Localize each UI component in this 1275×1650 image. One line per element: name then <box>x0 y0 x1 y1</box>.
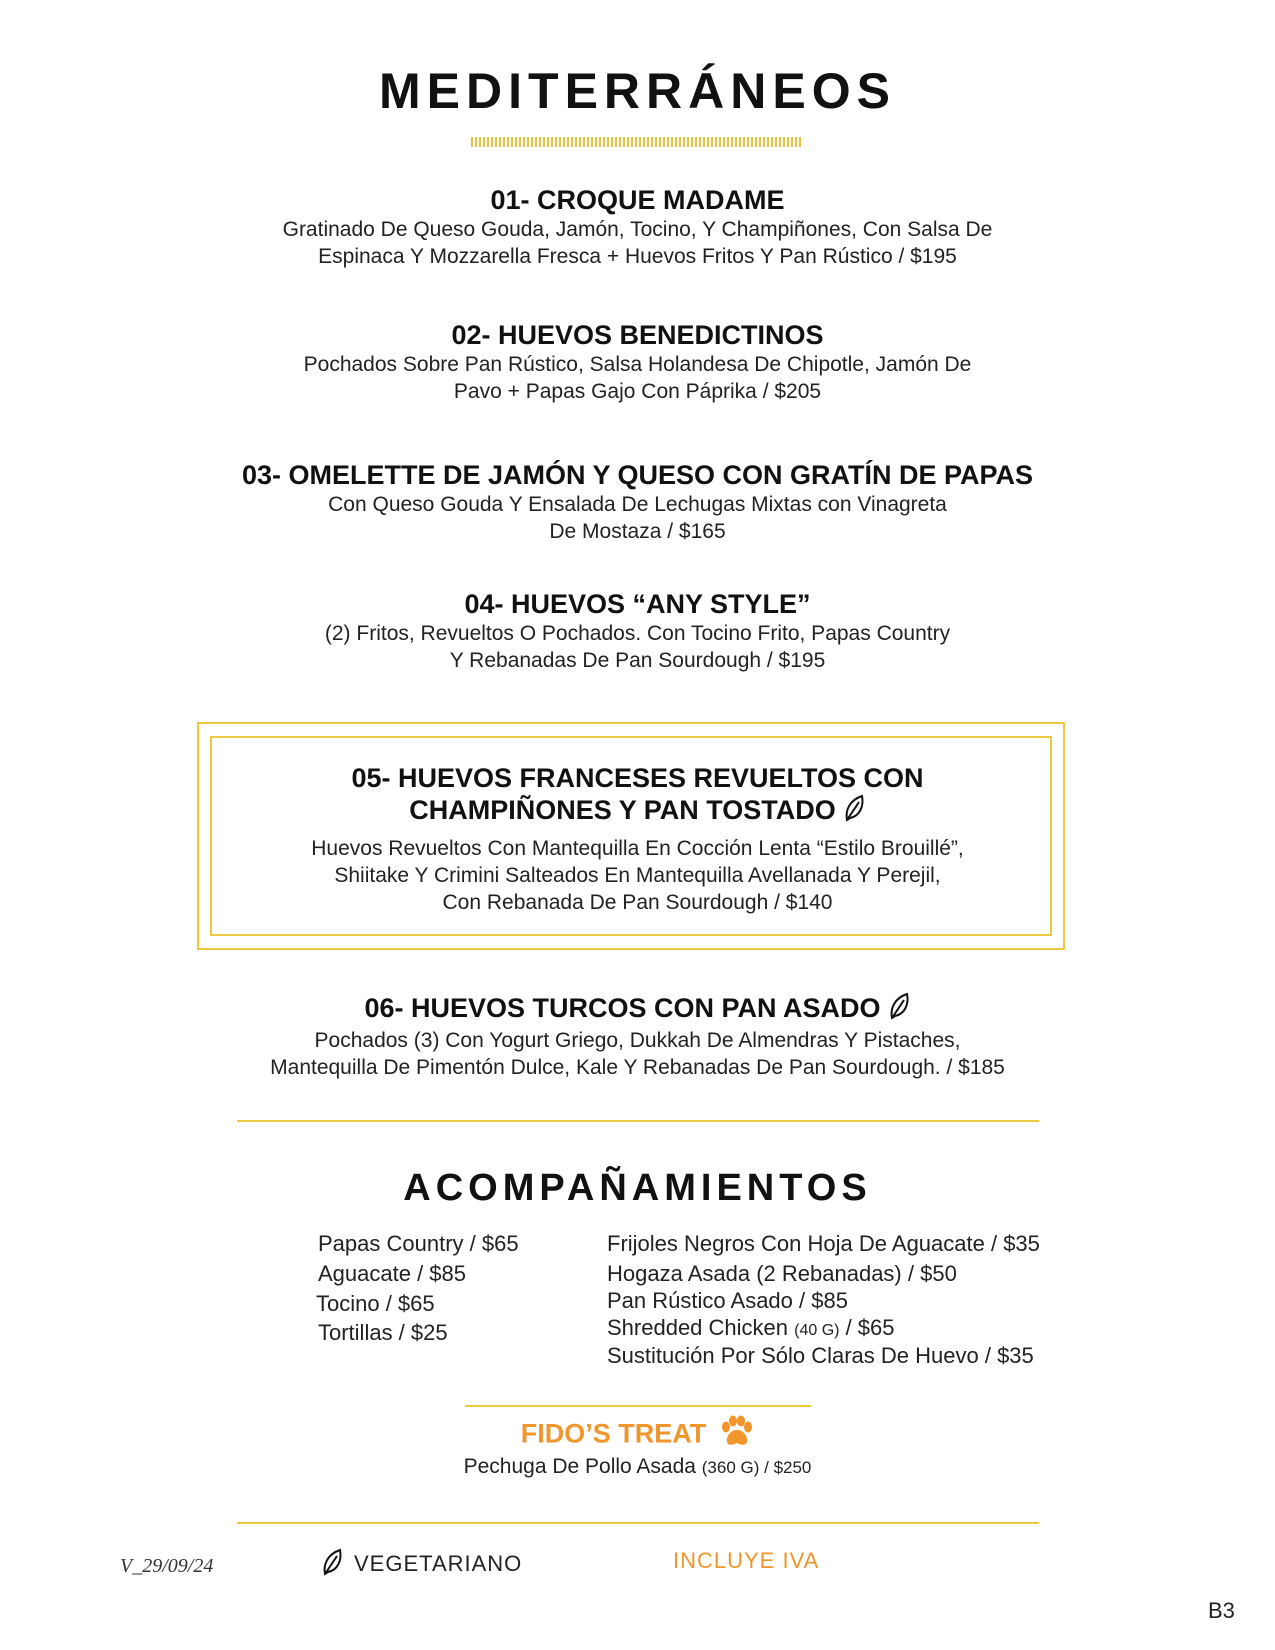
side-item: Papas Country / $65 <box>318 1231 519 1256</box>
item-desc: (2) Fritos, Revueltos O Pochados. Con Tocino Frito, Papas Country <box>324 622 951 645</box>
leaf-icon <box>320 1548 344 1582</box>
iva-note: INCLUYE IVA <box>673 1548 820 1573</box>
leaf-icon <box>842 794 866 829</box>
item-name: 03- OMELETTE DE JAMÓN Y QUESO CON GRATÍN DE PAPAS <box>241 460 1034 490</box>
side-item: Tocino / $65 <box>316 1291 435 1316</box>
item-name-row: 06- HUEVOS TURCOS CON PAN ASADO <box>0 992 1275 1027</box>
item-name-line2: CHAMPIÑONES Y PAN TOSTADO <box>0 794 1275 829</box>
page-title: MEDITERRÁNEOS <box>379 63 896 119</box>
fido-divider <box>465 1405 811 1407</box>
menu-item-huevos-franceses <box>0 762 1275 916</box>
fido-treat-title: FIDO’S TREAT <box>0 1415 1275 1456</box>
menu-item-huevos-any-style <box>0 588 1275 674</box>
item-desc: De Mostaza / $165 <box>549 520 726 543</box>
item-desc: Y Rebanadas De Pan Sourdough / $195 <box>449 649 826 672</box>
footer-divider <box>237 1522 1039 1524</box>
sides-title: ACOMPAÑAMIENTOS <box>403 1167 872 1209</box>
menu-item-omelette <box>0 459 1275 545</box>
side-item: Aguacate / $85 <box>318 1261 467 1286</box>
vegetarian-legend: VEGETARIANO <box>320 1548 522 1582</box>
version-label: V_29/09/24 <box>120 1555 214 1577</box>
side-item: Sustitución Por Sólo Claras De Huevo / $35 <box>607 1343 1034 1368</box>
item-name: 05- HUEVOS FRANCESES REVUELTOS CON <box>351 763 924 793</box>
section-divider <box>237 1120 1039 1122</box>
menu-item-huevos-benedictinos <box>0 319 1275 405</box>
fido-treat-desc: Pechuga De Pollo Asada (360 G) / $250 <box>463 1455 812 1478</box>
item-name: 02- HUEVOS BENEDICTINOS <box>451 320 824 350</box>
item-desc: Mantequilla De Pimentón Dulce, Kale Y Rebanadas De Pan Sourdough. / $185 <box>270 1056 1005 1080</box>
menu-item-huevos-turcos <box>0 992 1275 1081</box>
item-name: 04- HUEVOS “ANY STYLE” <box>464 589 811 619</box>
item-name: 01- CROQUE MADAME <box>490 185 785 215</box>
side-item: Shredded Chicken (40 G) / $65 <box>607 1315 895 1340</box>
item-desc: Huevos Revueltos Con Mantequilla En Cocción Lenta “Estilo Brouillé”, <box>311 837 964 861</box>
item-desc: Gratinado De Queso Gouda, Jamón, Tocino, Y Champiñones, Con Salsa De <box>282 218 993 241</box>
item-desc: Pochados (3) Con Yogurt Griego, Dukkah De Almendras Y Pistaches, <box>314 1029 961 1053</box>
side-item: Frijoles Negros Con Hoja De Aguacate / $35 <box>607 1231 1040 1256</box>
item-desc: Pochados Sobre Pan Rústico, Salsa Holandesa De Chipotle, Jamón De <box>303 353 972 376</box>
side-item: Pan Rústico Asado / $85 <box>607 1288 848 1313</box>
side-item: Hogaza Asada (2 Rebanadas) / $50 <box>607 1261 957 1286</box>
item-desc: Pavo + Papas Gajo Con Páprika / $205 <box>453 380 822 403</box>
page-code: B3 <box>1208 1598 1235 1623</box>
menu-item-croque-madame <box>0 184 1275 270</box>
title-divider <box>471 137 801 147</box>
item-desc: Con Queso Gouda Y Ensalada De Lechugas Mixtas con Vinagreta <box>328 493 947 516</box>
leaf-icon <box>887 992 911 1027</box>
item-desc: Espinaca Y Mozzarella Fresca + Huevos Fritos Y Pan Rústico / $195 <box>318 245 957 268</box>
paw-icon <box>718 1415 754 1456</box>
item-desc: Con Rebanada De Pan Sourdough / $140 <box>442 891 833 915</box>
side-item: Tortillas / $25 <box>318 1320 448 1345</box>
item-desc: Shiitake Y Crimini Salteados En Mantequilla Avellanada Y Perejil, <box>334 864 941 888</box>
